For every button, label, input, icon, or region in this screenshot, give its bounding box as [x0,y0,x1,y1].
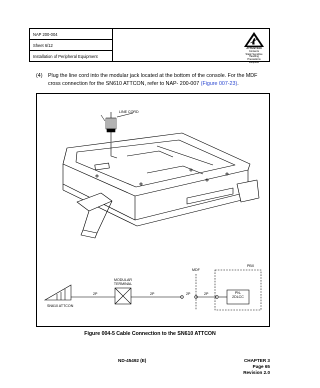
pn-2dlcc-card [229,292,247,300]
document-number: ND-45492 (E) [118,358,147,363]
sheet-number: Sheet 6/12 [30,40,112,51]
attention-badge [242,31,266,64]
modular-terminal-label [108,278,138,286]
attention-line: Contents [248,49,259,53]
attention-line: Static Sensitive [245,52,263,56]
mdf-label: MDF [192,268,200,272]
wiring-diagram [45,270,261,310]
modular-terminal-label-line: MODULAR [114,278,132,282]
wire-label: 2P [150,292,155,296]
line-cord-plug [101,112,133,143]
header-box [29,28,270,62]
step-number: (4) [36,73,43,79]
line-cord-label: LINE CORD [119,110,139,114]
figure-caption: Figure 004-5 Cable Connection to the SN610 ATTCON [84,331,216,337]
attention-line: Precautions Required [247,58,261,64]
wire-label: 2P [204,292,209,296]
page-number: Page 65 [252,364,270,370]
page-info [243,358,270,377]
attention-title: ATTENTION [246,47,262,50]
figure-frame [36,93,270,327]
step-instruction [48,73,270,88]
doc-id: NAP 200-004 [30,29,112,40]
step-text: Plug the line cord into the modular jack located at the bottom of the console. For the MDF cross connection for the SN610 ATTCON, refer to NAP- 200-007 [48,73,258,87]
attcon-label: SN610 ATTCON [47,304,74,308]
step-text-end: . [237,80,239,87]
pn-2dlcc-label-line: PN- [234,291,242,295]
attention-line: Handling [249,55,259,59]
revision-label: Revision 2.0 [243,370,270,376]
header-divider [112,29,113,62]
section-title: Installation of Peripheral Equipment [33,54,98,59]
wire-label: 2P [186,292,191,296]
figure-reference-link[interactable]: (Figure 007-23) [200,80,238,87]
pn-2dlcc-label-line: 2DLCC [232,294,244,299]
pbx-label: PBX [247,264,255,268]
wire-label: 2P [93,292,98,296]
modular-terminal-label-line: TERMINAL [113,282,133,286]
chapter-label: CHAPTER 3 [243,358,270,363]
